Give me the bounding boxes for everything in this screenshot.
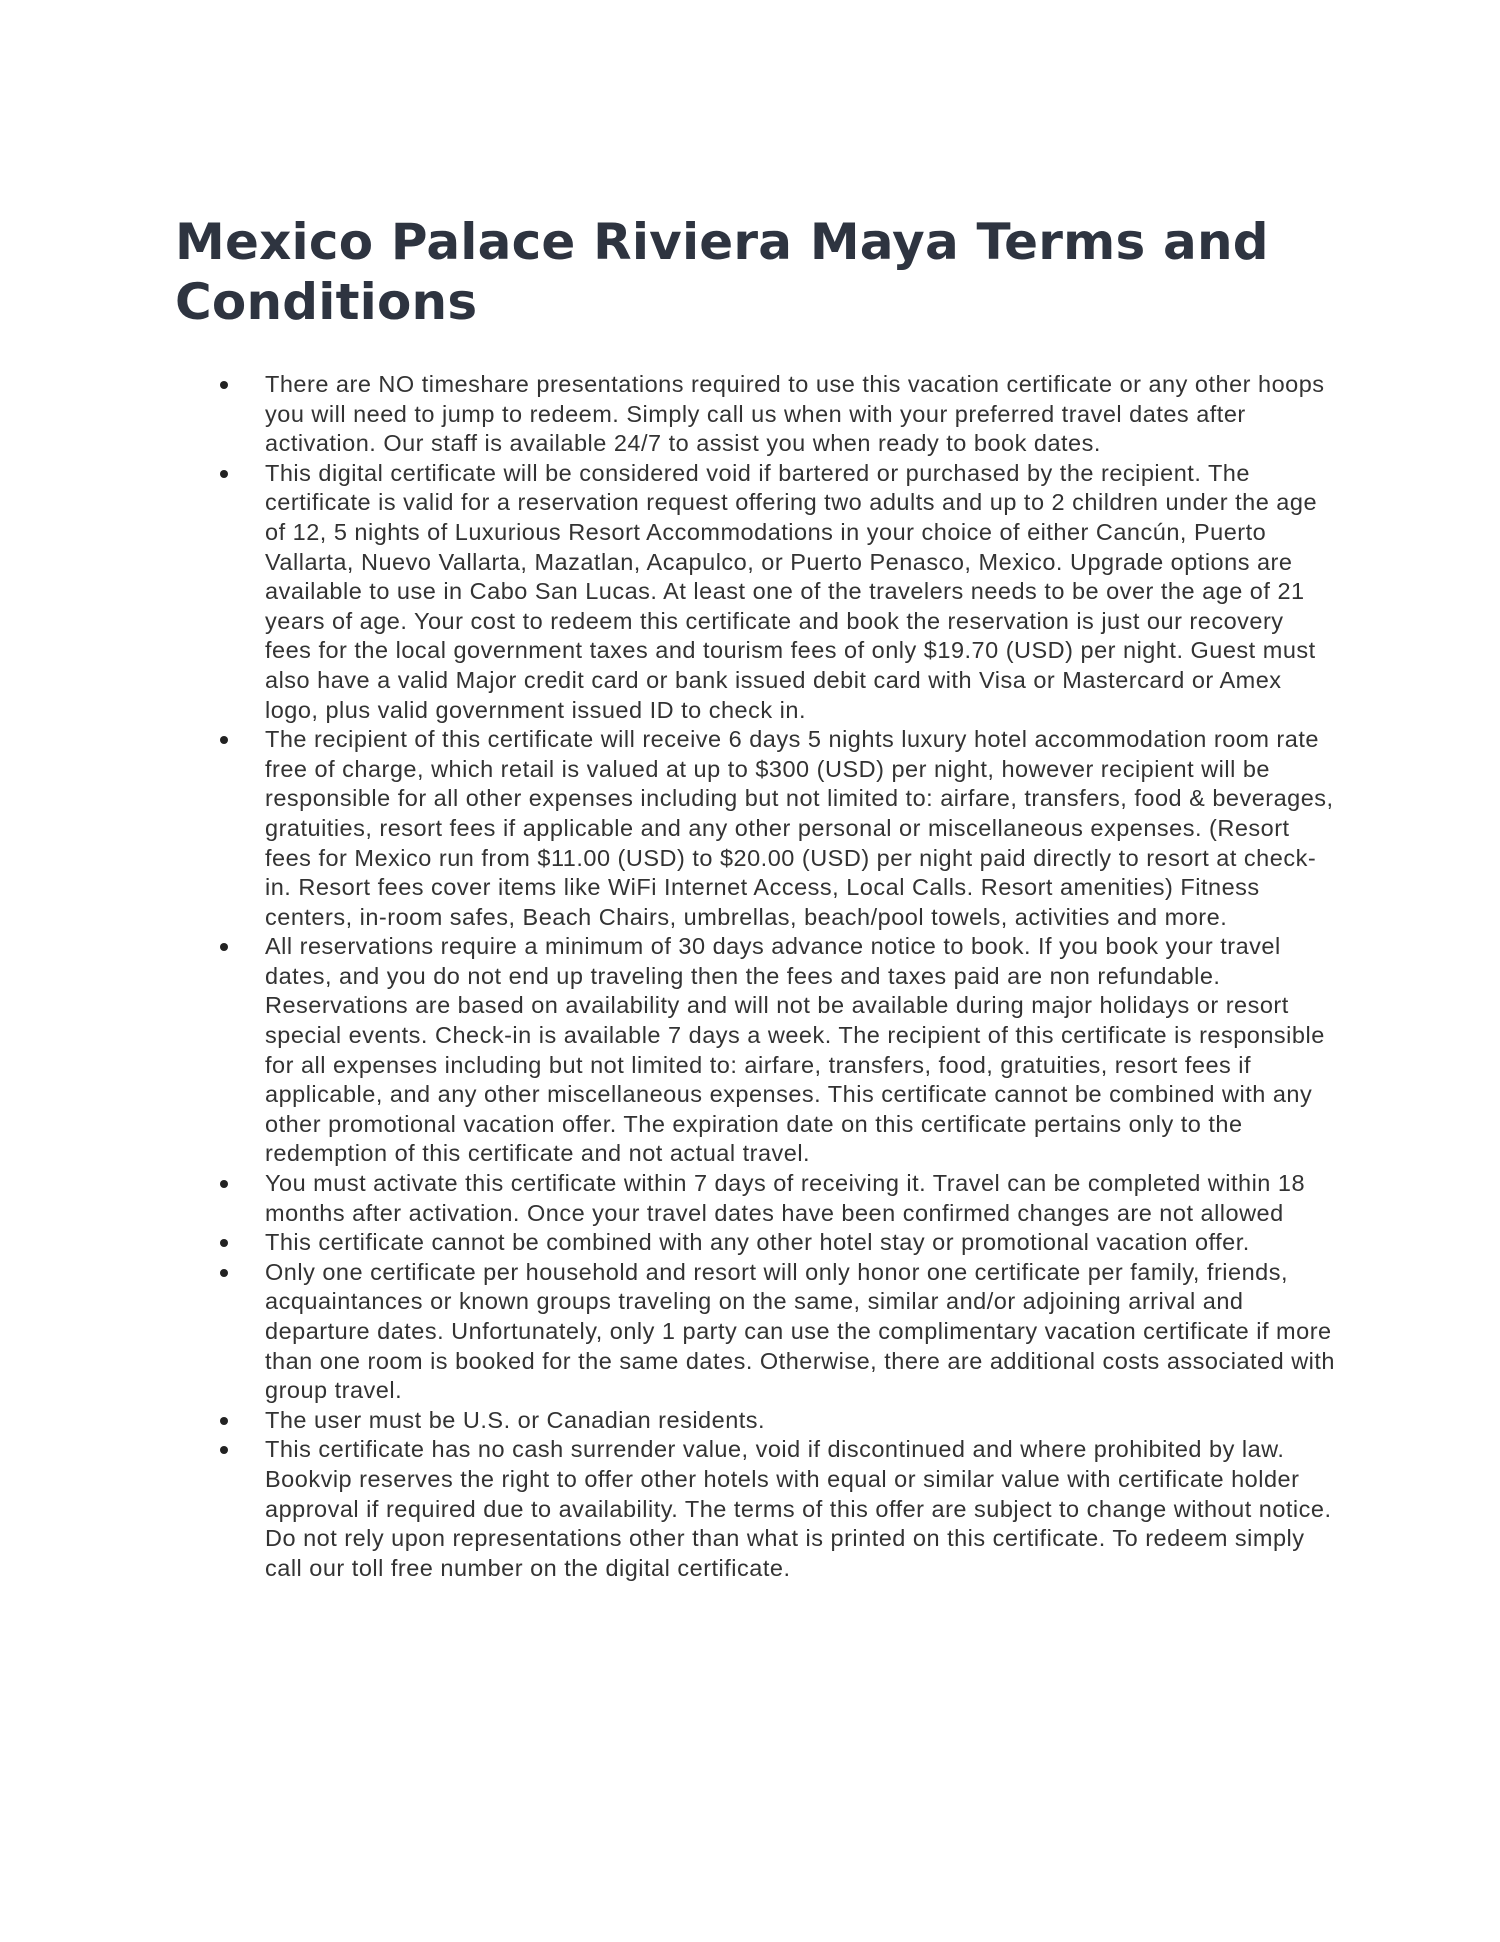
list-item [175, 932, 1335, 1169]
page-title: Mexico Palace Riviera Maya Terms and Conditions [175, 213, 1269, 331]
bullet-icon [220, 1269, 228, 1277]
bullet-icon [220, 1446, 228, 1454]
term-text: This certificate cannot be combined with any other hotel stay or promotional vacation offer. [265, 1229, 1250, 1256]
bullet-icon [220, 470, 228, 478]
bullet-icon [220, 1239, 228, 1247]
list-item [175, 1435, 1335, 1583]
list-item [175, 725, 1335, 932]
bullet-icon [220, 381, 228, 389]
bullet-icon [220, 736, 228, 744]
term-text: There are NO timeshare presentations required to use this vacation certificate or any other hoops you will need to jump to redeem. Simply call us when with your preferred travel dates after activation. Our staff is available 24/7 to assist you when ready to book dates. [265, 371, 1325, 457]
term-text: The user must be U.S. or Canadian residents. [265, 1406, 766, 1433]
term-text: This digital certificate will be considered void if bartered or purchased by the recipient. The certificate is valid for a reservation request offering two adults and up to 2 children under the age of 12, 5 nights of Luxurious Resort Accommodations in your choice of either Cancún, Puerto Vallarta, Nuevo Vallarta, Mazatlan, Acapulco, or Puerto Penasco, Mexico. Upgrade options are available to use in Cabo San Lucas. At least one of the travelers needs to be over the age of 21 years of age. Your cost to redeem this certificate and book the reservation is just our recovery fees for the local government taxes and tourism fees of only $19.70 (USD) per night. Guest must also have a valid Major credit card or bank issued debit card with Visa or Mastercard or Amex logo, plus valid government issued ID to check in. [265, 459, 1318, 723]
list-item [175, 1406, 1335, 1436]
term-text: Only one certificate per household and resort will only honor one certificate per family, friends, acquaintances or known groups traveling on the same, similar and/or adjoining arrival and departure dates. Unfortunately, only 1 party can use the complimentary vacation certificate if more than one room is booked for the same dates. Otherwise, there are additional costs associated with group travel. [265, 1258, 1336, 1404]
terms-list [175, 370, 1335, 1583]
term-text: You must activate this certificate within 7 days of receiving it. Travel can be completed within 18 months after activation. Once your travel dates have been confirmed changes are not allowed [265, 1170, 1306, 1226]
term-text: This certificate has no cash surrender value, void if discontinued and where prohibited by law. Bookvip reserves the right to offer other hotels with equal or similar value with certificate holder approval if required due to availability. The terms of this offer are subject to change without notice. Do not rely upon representations other than what is printed on this certificate. To redeem simply call our toll free number on the digital certificate. [265, 1436, 1332, 1581]
term-text: The recipient of this certificate will receive 6 days 5 nights luxury hotel accommodation room rate free of charge, which retail is valued at up to $300 (USD) per night, however recipient will be responsible for all other expenses including but not limited to: airfare, transfers, food & beverages, gratuities, resort fees if applicable and any other personal or miscellaneous expenses. (Resort fees for Mexico run from $11.00 (USD) to $20.00 (USD) per night paid directly to resort at check-in. Resort fees cover items like WiFi Internet Access, Local Calls. Resort amenities) Fitness centers, in-room safes, Beach Chairs, umbrellas, beach/pool towels, activities and more. [265, 726, 1334, 930]
list-item [175, 1169, 1335, 1228]
list-item [175, 370, 1335, 459]
bullet-icon [220, 1180, 228, 1188]
list-item [175, 1258, 1335, 1406]
term-text: All reservations require a minimum of 30 days advance notice to book. If you book your travel dates, and you do not end up traveling then the fees and taxes paid are non refundable. Reservations are based on availability and will not be available during major holidays or resort special events. Check-in is available 7 days a week. The recipient of this certificate is responsible for all expenses including but not limited to: airfare, transfers, food, gratuities, resort fees if applicable, and any other miscellaneous expenses. This certificate cannot be combined with any other promotional vacation offer. The expiration date on this certificate pertains only to the redemption of this certificate and not actual travel. [265, 933, 1325, 1167]
list-item [175, 1228, 1335, 1258]
bullet-icon [220, 943, 228, 951]
bullet-icon [220, 1417, 228, 1425]
list-item [175, 459, 1335, 725]
